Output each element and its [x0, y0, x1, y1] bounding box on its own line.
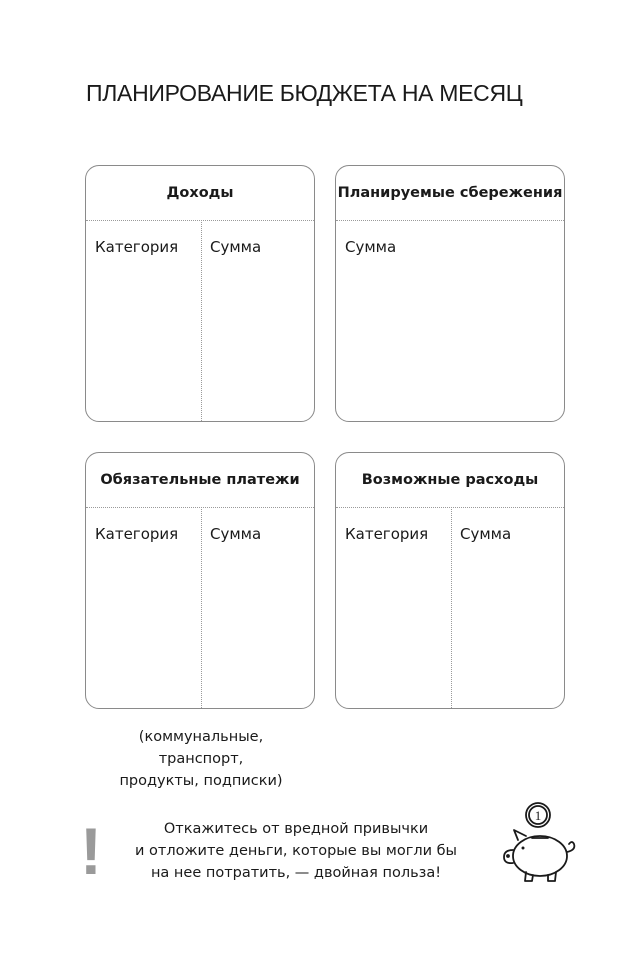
note-line-3: продукты, подписки)	[119, 773, 283, 789]
coin-icon	[526, 803, 550, 827]
mandatory-payments-card	[85, 452, 315, 709]
possible-column-divider	[451, 507, 452, 708]
exclamation-icon: !	[80, 814, 102, 888]
note-line-1: (коммунальные,	[138, 729, 264, 745]
coin-label: 1	[534, 808, 542, 823]
income-category-label: Категория	[95, 238, 179, 256]
note-line-2: транспорт,	[158, 751, 244, 767]
tip-line-1: Откажитесь от вредной привычки	[163, 821, 429, 837]
income-card	[85, 165, 315, 422]
mandatory-column-divider	[201, 507, 202, 708]
mandatory-payments-title: Обязательные платежи	[86, 453, 314, 508]
mandatory-amount-label: Сумма	[210, 525, 262, 543]
possible-expenses-card	[335, 452, 565, 709]
tip-line-3: на нее потратить, — двойная польза!	[150, 865, 442, 881]
piggy-bank-icon	[496, 800, 582, 884]
tip-text	[110, 818, 482, 884]
page-title: ПЛАНИРОВАНИЕ БЮДЖЕТА НА МЕСЯЦ	[86, 80, 523, 106]
income-amount-label: Сумма	[210, 238, 262, 256]
possible-amount-label: Сумма	[460, 525, 512, 543]
mandatory-category-label: Категория	[95, 525, 179, 543]
income-column-divider	[201, 220, 202, 421]
savings-amount-label: Сумма	[345, 238, 397, 256]
possible-expenses-title: Возможные расходы	[336, 453, 564, 508]
tip-line-2: и отложите деньги, которые вы могли бы	[134, 843, 458, 859]
savings-card	[335, 165, 565, 422]
possible-category-label: Категория	[345, 525, 429, 543]
income-card-title: Доходы	[86, 166, 314, 221]
mandatory-payments-note	[96, 726, 306, 792]
savings-card-title: Планируемые сбережения	[336, 166, 564, 221]
